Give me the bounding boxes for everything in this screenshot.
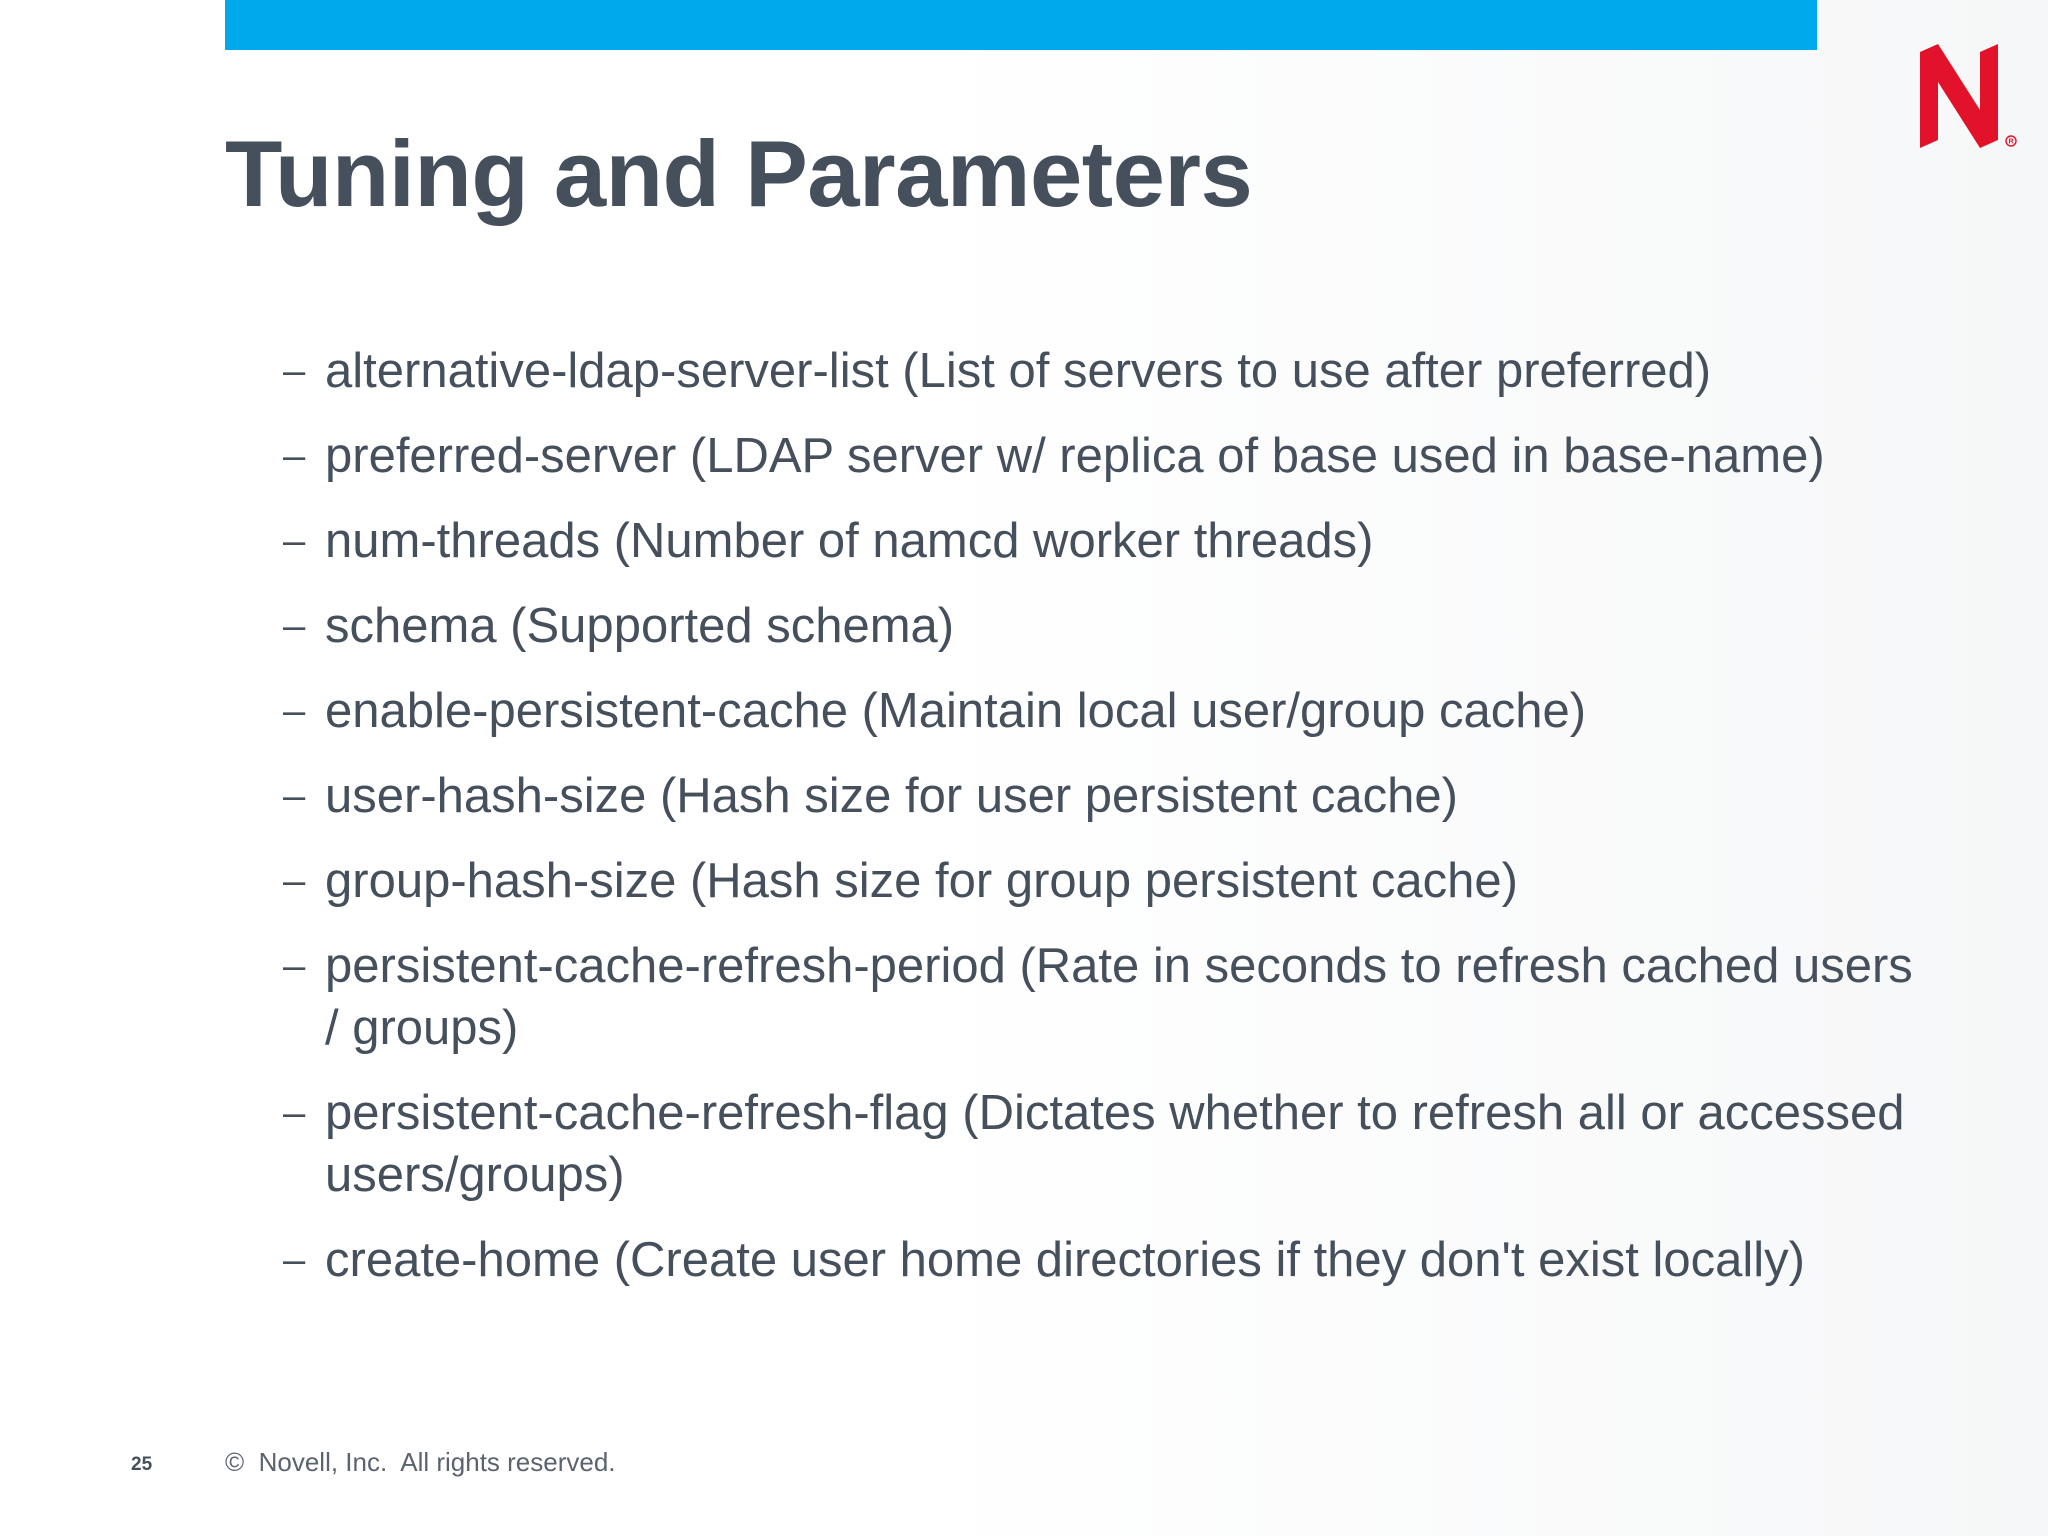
accent-bar [225,0,1817,50]
bullet-dash: – [283,689,306,733]
list-item [283,1229,1923,1291]
copyright-footer: © Novell, Inc. All rights reserved. [225,1447,616,1477]
list-item [283,595,1923,657]
list-item [283,425,1923,487]
list-item-text: preferred-server (LDAP server w/ replica of base used in base-name) [325,429,1825,483]
list-item-text: persistent-cache-refresh-flag (Dictates whether to refresh all or accessed users/groups) [325,1086,1905,1202]
bullet-dash: – [283,859,306,903]
list-item-text: alternative-ldap-server-list (List of servers to use after preferred) [325,344,1712,398]
list-item [283,510,1923,572]
bullet-dash: – [283,774,306,818]
list-item [283,765,1923,827]
novell-logo-icon [1918,44,2018,148]
bullet-dash: – [283,434,306,478]
parameter-list [283,340,1923,1314]
bullet-dash: – [283,1091,306,1135]
bullet-dash: – [283,944,306,988]
logo-registered-letter: R [2008,138,2014,146]
list-item-text: enable-persistent-cache (Maintain local user/group cache) [325,684,1587,738]
list-item [283,340,1923,402]
slide-title: Tuning and Parameters [225,121,1253,226]
bullet-dash: – [283,349,306,393]
logo-n-shape [1920,44,1998,148]
list-item [283,680,1923,742]
list-item [283,1082,1923,1206]
list-item [283,850,1923,912]
bullet-dash: – [283,519,306,563]
bullet-dash: – [283,1238,306,1282]
list-item [283,935,1923,1059]
page-number: 25 [131,1454,153,1475]
list-item-text: schema (Supported schema) [325,599,955,653]
list-item-text: user-hash-size (Hash size for user persistent cache) [325,769,1458,823]
list-item-text: persistent-cache-refresh-period (Rate in seconds to refresh cached users / groups) [325,939,1913,1055]
list-item-text: group-hash-size (Hash size for group persistent cache) [325,854,1518,908]
list-item-text: create-home (Create user home directories if they don't exist locally) [325,1233,1805,1287]
list-item-text: num-threads (Number of namcd worker threads) [325,514,1374,568]
bullet-dash: – [283,604,306,648]
